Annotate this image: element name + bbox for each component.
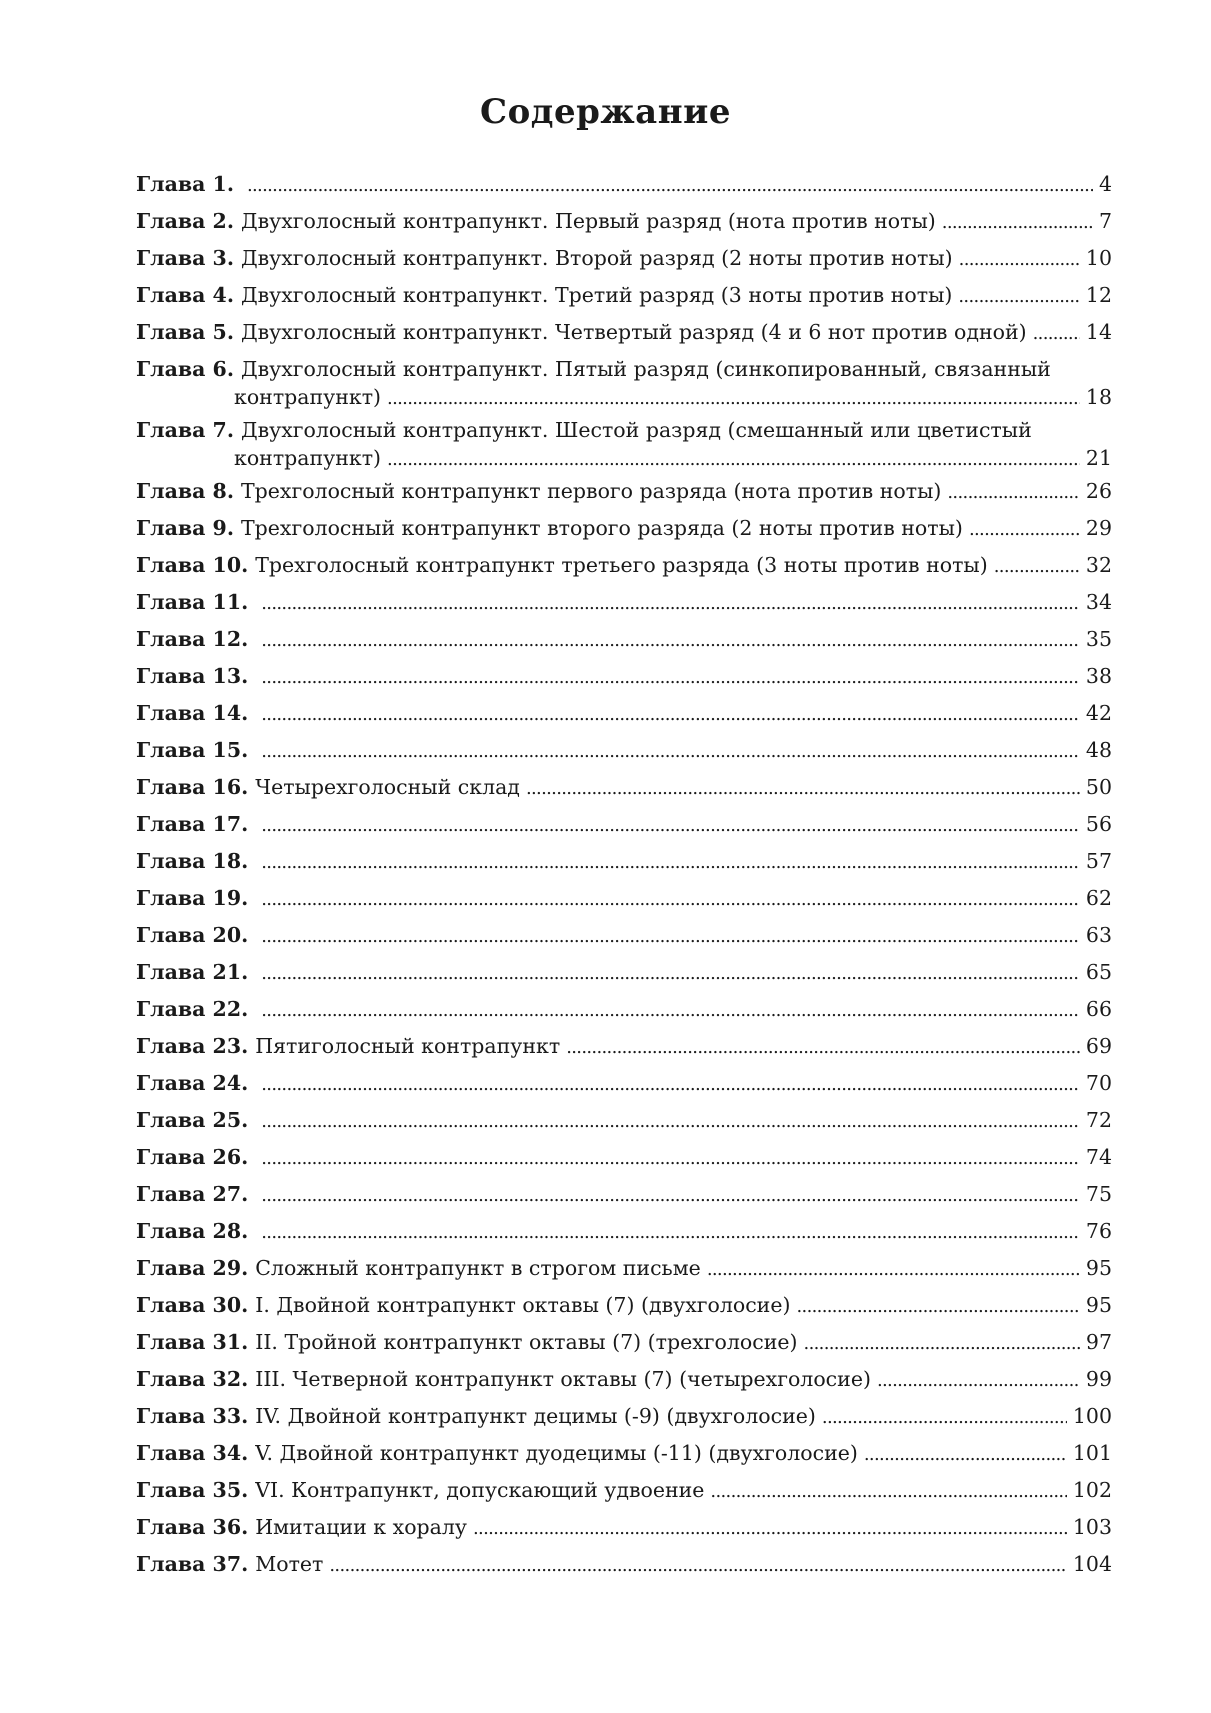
dot-leader <box>261 960 1080 986</box>
dot-leader <box>261 627 1080 653</box>
dot-leader <box>822 1404 1067 1430</box>
toc-entry <box>136 1478 1112 1515</box>
toc-entry <box>136 283 1112 320</box>
toc-entry <box>136 812 1112 849</box>
chapter-title: II. Тройной контрапункт октавы (7) (трехголосие) <box>255 1330 798 1354</box>
dot-leader <box>796 1293 1079 1319</box>
chapter-title: Имитации к хоралу <box>255 1515 467 1539</box>
page-number: 70 <box>1085 1071 1112 1095</box>
chapter-number: Глава 13. <box>136 664 249 688</box>
page-number: 69 <box>1085 1034 1112 1058</box>
toc-entry <box>136 1219 1112 1256</box>
page-number: 26 <box>1085 479 1112 503</box>
chapter-number: Глава 20. <box>136 923 249 947</box>
toc-entry <box>136 246 1112 283</box>
page-number: 103 <box>1072 1515 1112 1539</box>
page-number: 63 <box>1085 923 1112 947</box>
page-number: 95 <box>1085 1256 1112 1280</box>
page-number: 95 <box>1085 1293 1112 1317</box>
chapter-title: Двухголосный контрапункт. Третий разряд (3 ноты против ноты) <box>240 283 953 307</box>
toc-entry <box>136 590 1112 627</box>
chapter-number: Глава 29. <box>136 1256 249 1280</box>
table-of-contents <box>136 172 1112 1589</box>
chapter-number: Глава 33. <box>136 1404 249 1428</box>
dot-leader <box>261 997 1080 1023</box>
dot-leader <box>804 1330 1080 1356</box>
chapter-title: IV. Двойной контрапункт децимы (-9) (двухголосие) <box>255 1404 816 1428</box>
dot-leader <box>261 1219 1080 1245</box>
dot-leader <box>261 664 1080 690</box>
chapter-number: Глава 21. <box>136 960 249 984</box>
chapter-number: Глава 35. <box>136 1478 249 1502</box>
dot-leader <box>473 1515 1067 1541</box>
chapter-title: Двухголосный контрапункт. Четвертый разряд (4 и 6 нот против одной) <box>240 320 1027 344</box>
dot-leader <box>261 590 1080 616</box>
chapter-number: Глава 4. <box>136 283 234 307</box>
chapter-title-continuation: контрапункт) <box>234 446 382 470</box>
chapter-title: Двухголосный контрапункт. Шестой разряд (смешанный или цветистый <box>240 418 1032 442</box>
chapter-title: Двухголосный контрапункт. Второй разряд (2 ноты против ноты) <box>240 246 953 270</box>
chapter-number: Глава 30. <box>136 1293 249 1317</box>
page-number: 57 <box>1085 849 1112 873</box>
toc-entry <box>136 1367 1112 1404</box>
page-number: 10 <box>1085 246 1112 270</box>
chapter-number: Глава 15. <box>136 738 249 762</box>
chapter-number: Глава 6. <box>136 357 234 381</box>
chapter-title: V. Двойной контрапункт дуодецимы (-11) (двухголосие) <box>255 1441 858 1465</box>
chapter-number: Глава 1. <box>136 172 234 196</box>
chapter-title: Трехголосный контрапункт третьего разряда (3 ноты против ноты) <box>255 553 988 577</box>
page-number: 14 <box>1085 320 1112 344</box>
page-number: 72 <box>1085 1108 1112 1132</box>
dot-leader <box>261 1182 1080 1208</box>
chapter-number: Глава 10. <box>136 553 249 577</box>
dot-leader <box>261 1071 1080 1097</box>
dot-leader <box>387 385 1080 411</box>
page-number: 102 <box>1072 1478 1112 1502</box>
page-number: 65 <box>1085 960 1112 984</box>
dot-leader <box>707 1256 1080 1282</box>
page-number: 50 <box>1085 775 1112 799</box>
chapter-number: Глава 8. <box>136 479 234 503</box>
toc-entry <box>136 1404 1112 1441</box>
chapter-number: Глава 32. <box>136 1367 249 1391</box>
chapter-title: Мотет <box>255 1552 324 1576</box>
toc-entry <box>136 701 1112 738</box>
page-number: 34 <box>1085 590 1112 614</box>
page-number: 18 <box>1085 385 1112 409</box>
toc-entry <box>136 1293 1112 1330</box>
page-number: 4 <box>1098 172 1112 196</box>
dot-leader <box>261 849 1080 875</box>
chapter-number: Глава 36. <box>136 1515 249 1539</box>
chapter-number: Глава 16. <box>136 775 249 799</box>
dot-leader <box>994 553 1080 579</box>
dot-leader <box>947 479 1080 505</box>
dot-leader <box>261 1145 1080 1171</box>
toc-entry <box>136 1515 1112 1552</box>
toc-entry <box>136 172 1112 209</box>
toc-entry <box>136 627 1112 664</box>
page-number: 35 <box>1085 627 1112 651</box>
page-number: 104 <box>1072 1552 1112 1576</box>
toc-entry <box>136 664 1112 701</box>
dot-leader <box>261 923 1080 949</box>
chapter-title: I. Двойной контрапункт октавы (7) (двухголосие) <box>255 1293 791 1317</box>
chapter-number: Глава 31. <box>136 1330 249 1354</box>
dot-leader <box>387 446 1080 472</box>
page-number: 12 <box>1085 283 1112 307</box>
page-number: 29 <box>1085 516 1112 540</box>
page-number: 75 <box>1085 1182 1112 1206</box>
dot-leader <box>942 209 1093 235</box>
chapter-number: Глава 11. <box>136 590 249 614</box>
toc-entry <box>136 516 1112 553</box>
toc-entry <box>136 209 1112 246</box>
page-number: 48 <box>1085 738 1112 762</box>
page-number: 32 <box>1085 553 1112 577</box>
dot-leader <box>261 812 1080 838</box>
toc-entry <box>136 886 1112 923</box>
toc-entry <box>136 1441 1112 1478</box>
dot-leader <box>877 1367 1080 1393</box>
chapter-title: Сложный контрапункт в строгом письме <box>255 1256 701 1280</box>
chapter-number: Глава 5. <box>136 320 234 344</box>
chapter-title: Трехголосный контрапункт первого разряда (нота против ноты) <box>240 479 942 503</box>
chapter-number: Глава 34. <box>136 1441 249 1465</box>
chapter-number: Глава 17. <box>136 812 249 836</box>
chapter-title: III. Четверной контрапункт октавы (7) (четырехголосие) <box>255 1367 871 1391</box>
chapter-title: Четырехголосный склад <box>255 775 520 799</box>
toc-entry <box>136 1145 1112 1182</box>
page-number: 97 <box>1085 1330 1112 1354</box>
dot-leader <box>566 1034 1080 1060</box>
chapter-number: Глава 9. <box>136 516 234 540</box>
chapter-number: Глава 28. <box>136 1219 249 1243</box>
page-number: 66 <box>1085 997 1112 1021</box>
chapter-title-continuation: контрапункт) <box>234 385 382 409</box>
chapter-number: Глава 27. <box>136 1182 249 1206</box>
chapter-title: Трехголосный контрапункт второго разряда (2 ноты против ноты) <box>240 516 963 540</box>
dot-leader <box>969 516 1080 542</box>
page-number: 101 <box>1072 1441 1112 1465</box>
chapter-number: Глава 12. <box>136 627 249 651</box>
dot-leader <box>959 246 1080 272</box>
chapter-number: Глава 37. <box>136 1552 249 1576</box>
dot-leader <box>526 775 1080 801</box>
page-number: 21 <box>1085 446 1112 470</box>
dot-leader <box>329 1552 1066 1578</box>
toc-entry <box>136 320 1112 357</box>
chapter-number: Глава 26. <box>136 1145 249 1169</box>
page-number: 38 <box>1085 664 1112 688</box>
toc-entry <box>136 738 1112 775</box>
toc-entry <box>136 1256 1112 1293</box>
dot-leader <box>261 886 1080 912</box>
chapter-title: Двухголосный контрапункт. Пятый разряд (синкопированный, связанный <box>240 357 1051 381</box>
toc-entry <box>136 775 1112 812</box>
chapter-title: Двухголосный контрапункт. Первый разряд (нота против ноты) <box>240 209 936 233</box>
toc-entry <box>136 418 1112 479</box>
toc-entry <box>136 1071 1112 1108</box>
page-number: 42 <box>1085 701 1112 725</box>
page-title: Содержание <box>480 92 731 132</box>
dot-leader <box>710 1478 1066 1504</box>
chapter-number: Глава 22. <box>136 997 249 1021</box>
page-number: 7 <box>1098 209 1112 233</box>
toc-entry <box>136 553 1112 590</box>
page-number: 74 <box>1085 1145 1112 1169</box>
chapter-number: Глава 23. <box>136 1034 249 1058</box>
dot-leader <box>958 283 1080 309</box>
chapter-number: Глава 24. <box>136 1071 249 1095</box>
toc-entry <box>136 997 1112 1034</box>
page-number: 76 <box>1085 1219 1112 1243</box>
dot-leader <box>1033 320 1080 346</box>
chapter-number: Глава 3. <box>136 246 234 270</box>
toc-entry <box>136 923 1112 960</box>
page-number: 100 <box>1072 1404 1112 1428</box>
toc-entry <box>136 1108 1112 1145</box>
toc-entry <box>136 1330 1112 1367</box>
chapter-number: Глава 18. <box>136 849 249 873</box>
dot-leader <box>261 1108 1080 1134</box>
dot-leader <box>261 701 1080 727</box>
dot-leader <box>261 738 1080 764</box>
chapter-number: Глава 14. <box>136 701 249 725</box>
toc-entry <box>136 849 1112 886</box>
toc-entry <box>136 960 1112 997</box>
chapter-title: Пятиголосный контрапункт <box>255 1034 561 1058</box>
toc-entry <box>136 1552 1112 1589</box>
dot-leader <box>864 1441 1067 1467</box>
dot-leader <box>247 172 1093 198</box>
page-number: 99 <box>1085 1367 1112 1391</box>
chapter-number: Глава 19. <box>136 886 249 910</box>
page-number: 62 <box>1085 886 1112 910</box>
page-number: 56 <box>1085 812 1112 836</box>
toc-entry <box>136 1182 1112 1219</box>
chapter-title: VI. Контрапункт, допускающий удвоение <box>255 1478 705 1502</box>
chapter-number: Глава 2. <box>136 209 234 233</box>
toc-entry <box>136 479 1112 516</box>
toc-entry <box>136 357 1112 418</box>
toc-entry <box>136 1034 1112 1071</box>
chapter-number: Глава 25. <box>136 1108 249 1132</box>
chapter-number: Глава 7. <box>136 418 234 442</box>
